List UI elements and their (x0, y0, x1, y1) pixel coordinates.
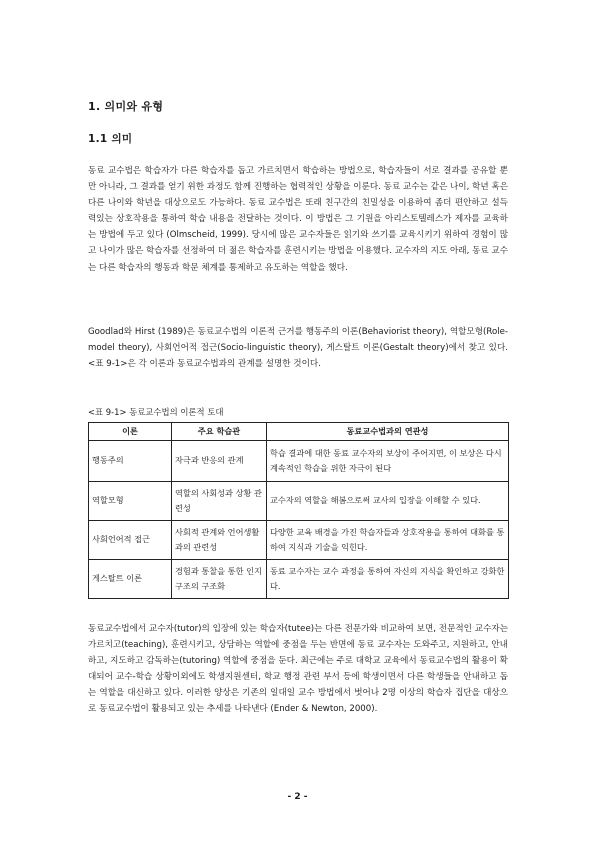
table-cell: 사회언어적 접근 (89, 520, 172, 559)
table-cell: 자극과 반응의 관계 (172, 440, 267, 481)
section-heading: 1. 의미와 유형 (88, 100, 164, 113)
table-caption: <표 9-1> 동료교수법의 이론적 토대 (88, 407, 224, 417)
table-row (89, 520, 509, 559)
paragraph-meaning: 동료 교수법은 학습자가 다른 학습자를 돕고 가르치면서 학습하는 방법으로, 학습자들이 서로 결과를 공유할 뿐만 아니라, 그 결과를 얻기 위한 과정도 함께 진행하는 협력적인 상황을 이룬다. 동료 교수는 같은 나이, 학년 혹은 다른 나이와 학년을 대상으로도 가능하다. 동료 교수법은 또래 친구간의 친밀성을 이용하여 좀더 편안하고 설득력있는 상호작용을 통하여 학습 내용을 전달하는 것이다. 이 방법은 그 기원을 아리스토텔레스가 제자를 교육하는 방법에 두고 있다 (Olmscheid, 1999). 당시에 많은 교수자들은 읽기와 쓰기를 교육시키기 위하여 경험이 많고 나이가 많은 학습자를 선정하여 더 젊은 학습자를 훈련시키는 방법을 이용했다. 교수자의 지도 아래, 동료 교수는 다른 학습자의 행동과 학문 체계를 통제하고 유도하는 역할을 했다. (88, 166, 509, 273)
table-header-cell: 이론 (89, 423, 172, 441)
table-cell: 행동주의 (89, 440, 172, 481)
table-header-row (89, 423, 509, 441)
table-row (89, 481, 509, 520)
table-cell: 게스탈트 이론 (89, 559, 172, 598)
table-cell: 경험과 통찰을 통한 인지구조의 구조화 (172, 559, 267, 598)
table-cell: 사회적 관계와 언어생활과의 관련성 (172, 520, 267, 559)
paragraph-tutor-role: 동료교수법에서 교수자(tutor)의 입장에 있는 학습자(tutee)는 다른 전문가와 비교하여 보면, 전문적인 교수자는 가르치고(teaching), 훈련시키고, 상담하는 역할에 중점을 두는 반면에 동료 교수자는 도와주고, 지원하고, 안내하고, 지도하고 감독하는(tutoring) 역할에 중점을 둔다. 최근에는 주로 대학교 교육에서 동료교수법의 활용이 확대되어 교수-학습 상황이외에도 학생지원센터, 학교 행정 관련 부서 등에 학생이면서 다른 학생들을 안내하고 돕는 역할을 대신하고 있다. 이러한 양상은 기존의 일대일 교수 방법에서 벗어나 2명 이상의 학습자 집단을 대상으로 동료교수법이 활용되고 있는 추세를 나타낸다 (Ender & Newton, 2000). (88, 624, 508, 715)
subsection-heading: 1.1 의미 (88, 133, 133, 145)
table-header-cell: 주요 학습관 (172, 423, 267, 441)
table-row (89, 440, 509, 481)
table-row (89, 559, 509, 598)
table-cell: 역할의 사회성과 상황 관련성 (172, 481, 267, 520)
table-cell: 교수자의 역할을 해봄으로써 교사의 입장을 이해할 수 있다. (267, 481, 509, 520)
table-cell: 다양한 교육 배경을 가진 학습자들과 상호작용을 통하여 대화를 통하여 지식과 기술을 익힌다. (267, 520, 509, 559)
table-cell: 학습 결과에 대한 동료 교수자의 보상이 주어지면, 이 보상은 다시 계속적인 학습을 위한 자극이 된다 (267, 440, 509, 481)
page-number: - 2 - (287, 792, 308, 802)
theory-table (88, 422, 509, 599)
table-header-cell: 동료교수법과의 연관성 (267, 423, 509, 441)
table-cell: 역할모형 (89, 481, 172, 520)
table-cell: 동료 교수자는 교수 과정을 통하여 자신의 지식을 확인하고 강화한다. (267, 559, 509, 598)
paragraph-theory: Goodlad와 Hirst (1989)은 동료교수법의 이론적 근거를 행동주의 이론(Behaviorist theory), 역할모형(Role-model theory), 사회언어적 접근(Socio-linguistic theory), 게스탈트 이론(Gestalt theory)에서 찾고 있다. <표 9-1>은 각 이론과 동료교수법과의 관계를 설명한 것이다. (88, 327, 508, 370)
